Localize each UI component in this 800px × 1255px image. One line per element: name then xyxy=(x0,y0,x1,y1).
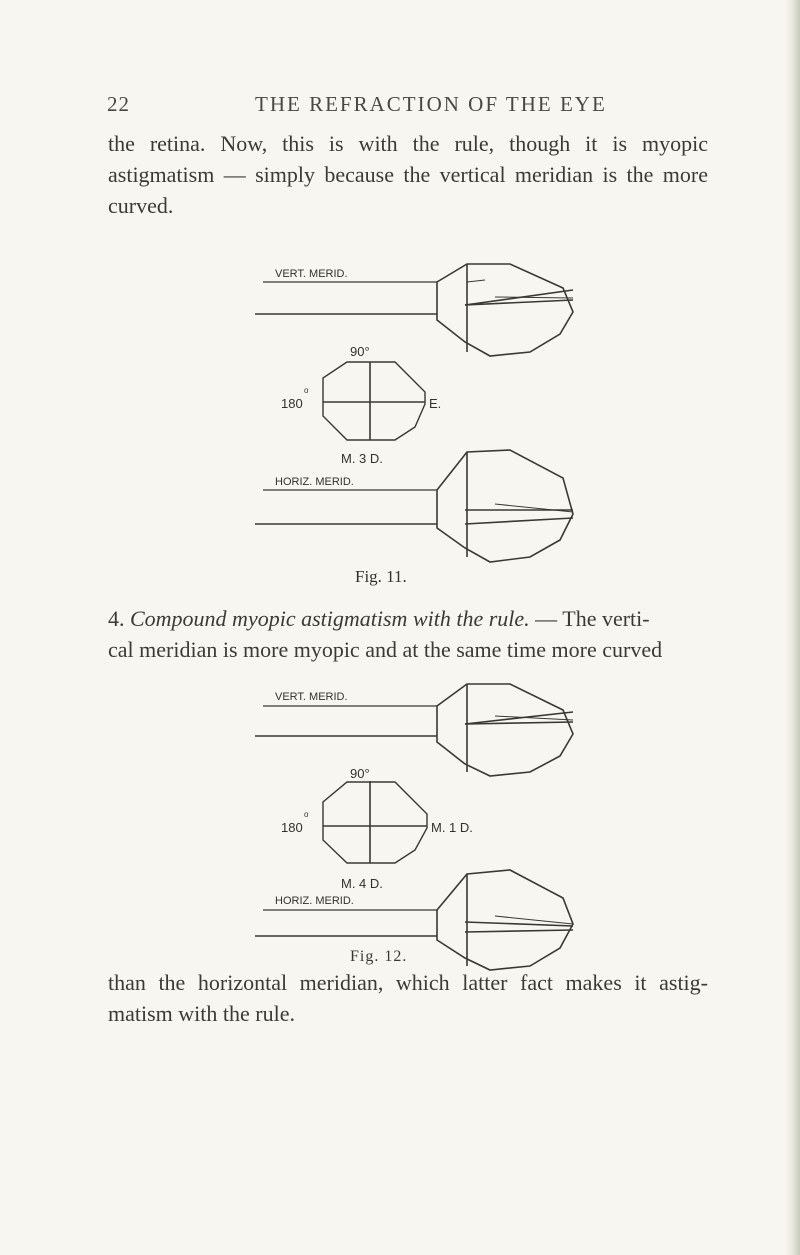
page-number: 22 xyxy=(107,92,130,116)
deg-180-label: 180 xyxy=(281,820,303,835)
paragraph-line: the retina. Now, this is with the rule, though it is myopic xyxy=(108,131,708,156)
page-edge-shadow xyxy=(786,0,800,1255)
figure-12-caption: Fig. 12. xyxy=(350,948,408,965)
deg-180-label: 180 xyxy=(281,396,303,411)
section-heading: Compound myopic astigmatism with the rule. xyxy=(130,606,530,631)
horizontal-meridian-eye xyxy=(255,870,573,970)
paragraph-1 xyxy=(108,128,708,221)
vert-merid-label: VERT. MERID. xyxy=(275,691,348,703)
deg-180-mark: o xyxy=(304,386,309,395)
running-title: THE REFRACTION OF THE EYE xyxy=(255,92,607,116)
deg-180-mark: o xyxy=(304,810,309,819)
paragraph-2 xyxy=(108,603,708,665)
paragraph-3 xyxy=(108,967,708,1029)
figure-11-caption: Fig. 11. xyxy=(355,567,407,586)
deg-90-label: 90° xyxy=(350,344,370,359)
paragraph-line: matism with the rule. xyxy=(108,1001,295,1026)
section-number: 4. xyxy=(108,606,125,631)
fig12-right-label: M. 1 D. xyxy=(431,820,473,835)
paragraph-line: than the horizontal meridian, which latter fact makes it astig- xyxy=(108,970,708,995)
figure-12 xyxy=(255,668,595,978)
horizontal-meridian-eye xyxy=(255,450,573,562)
meridian-cross-diagram xyxy=(323,362,425,440)
running-header xyxy=(107,92,627,122)
paragraph-line: cal meridian is more myopic and at the same time more curved xyxy=(108,637,663,662)
deg-90-label: 90° xyxy=(350,766,370,781)
fig12-bottom-label: M. 4 D. xyxy=(341,876,383,891)
paragraph-line: curved. xyxy=(108,193,174,218)
meridian-cross-diagram xyxy=(323,781,427,863)
paragraph-2-line-1 xyxy=(108,603,708,634)
fig11-bottom-label: M. 3 D. xyxy=(341,451,383,466)
figure-11-diagram xyxy=(255,252,595,592)
section-heading-rest: — The verti- xyxy=(529,606,650,631)
horiz-merid-label: HORIZ. MERID. xyxy=(275,476,354,488)
vert-merid-label: VERT. MERID. xyxy=(275,268,348,280)
fig11-right-label: E. xyxy=(429,396,442,411)
figure-11 xyxy=(255,252,595,592)
paragraph-line: astigmatism — simply because the vertical meridian is the more xyxy=(108,162,708,187)
figure-12-diagram xyxy=(255,668,595,978)
horiz-merid-label: HORIZ. MERID. xyxy=(275,895,354,907)
